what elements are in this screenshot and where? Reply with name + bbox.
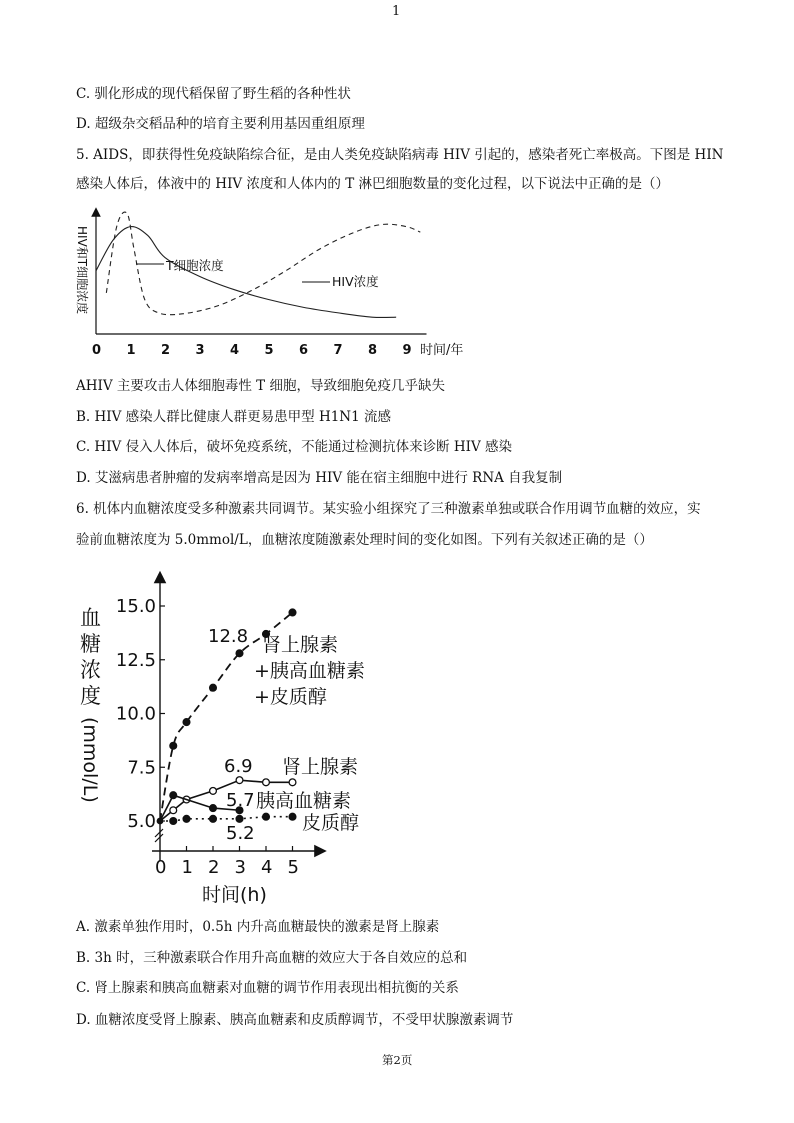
q5-option-c: C. HIV 侵入人体后，破坏免疫系统，不能通过检测抗体来诊断 HIV 感染 (76, 439, 513, 455)
chart1-y-label: HIV和T细胞浓度 (75, 226, 89, 315)
q6-option-a: A. 激素单独作用时，0.5h 内升高血糖最快的激素是肾上腺素 (76, 919, 440, 935)
glucose-chart (76, 565, 406, 910)
chart1-hiv-line (106, 212, 420, 315)
chart1-x-tick: 0 (92, 343, 102, 358)
chart2-origin-point (157, 818, 164, 825)
chart2-annotation-5-7: 5.7 (226, 790, 255, 811)
q4-option-c: C. 驯化形成的现代稻保留了野生稻的各种性状 (76, 86, 351, 102)
chart2-y-tick: 7.5 (127, 757, 156, 779)
q6-stem-line-2: 验前血糖浓度为 5.0mmol/L，血糖浓度随激素处理时间的变化如图。下列有关叙述正确的是（） (76, 532, 653, 548)
q5-option-d: D. 艾滋病患者肿瘤的发病率增高是因为 HIV 能在宿主细胞中进行 RNA 自我复制 (76, 470, 563, 486)
chart2-x-tick: 4 (261, 857, 273, 878)
chart2-legend-combined-3: +皮质醇 (254, 686, 327, 708)
chart2-point (183, 719, 190, 726)
q5-option-b: B. HIV 感染人群比健康人群更易患甲型 H1N1 流感 (76, 409, 391, 425)
chart2-point (170, 818, 177, 825)
chart2-annotation-5-2: 5.2 (226, 823, 255, 844)
chart2-point (263, 779, 270, 786)
chart2-x-tick: 3 (234, 857, 246, 878)
chart2-point (210, 805, 217, 812)
chart2-legend-glucagon: 胰高血糖素 (256, 790, 352, 812)
chart2-y-tick: 15.0 (115, 596, 156, 617)
chart2-point (289, 779, 296, 786)
chart2-x-tick: 1 (181, 857, 193, 878)
chart2-y-label-char: 浓 (80, 658, 101, 682)
chart1-x-tick: 8 (368, 343, 378, 358)
chart2-point (210, 815, 217, 822)
chart2-x-label: 时间(h) (202, 884, 267, 906)
chart2-y-label-char: 度 (80, 684, 101, 708)
chart1-legend-hiv: HIV浓度 (332, 274, 379, 289)
q4-option-d: D. 超级杂交稻品种的培育主要利用基因重组原理 (76, 116, 365, 132)
q5-stem-line-1: 5. AIDS，即获得性免疫缺陷综合征，是由人类免疫缺陷病毒 HIV 引起的，感染者死亡率极高。下图是 HIN (76, 147, 724, 163)
chart2-annotation-6-9: 6.9 (224, 756, 253, 777)
chart2-x-tick: 5 (287, 857, 299, 878)
chart2-point (183, 815, 190, 822)
chart2-x-tick: 0 (155, 857, 167, 878)
chart1-x-tick: 5 (264, 343, 274, 358)
chart2-point (236, 777, 243, 784)
chart1-legend-tcell: T细胞浓度 (166, 258, 224, 273)
page-footer: 第2页 (382, 1053, 413, 1067)
chart1-tcell-line (96, 227, 396, 318)
chart2-y-label-char: 糖 (80, 632, 101, 656)
chart2-point (170, 742, 177, 749)
chart1-x-tick: 6 (299, 343, 309, 358)
q6-option-c: C. 肾上腺素和胰高血糖素对血糖的调节作用表现出相抗衡的关系 (76, 980, 459, 996)
q6-option-b: B. 3h 时，三种激素联合作用升高血糖的效应大于各自效应的总和 (76, 950, 468, 966)
chart2-point (289, 609, 296, 616)
chart2-y-label-char: 血 (80, 606, 101, 630)
chart2-point (236, 815, 243, 822)
chart2-y-label-unit: (mmol/L) (79, 717, 101, 803)
chart2-point (210, 684, 217, 691)
q6-stem-line-1: 6. 机体内血糖浓度受多种激素共同调节。某实验小组探究了三种激素单独或联合作用调节血糖的效应，实 (76, 501, 701, 517)
hiv-tcell-chart (70, 200, 490, 370)
q6-option-d: D. 血糖浓度受肾上腺素、胰高血糖素和皮质醇调节，不受甲状腺激素调节 (76, 1012, 514, 1028)
chart2-y-tick: 12.5 (115, 649, 156, 671)
chart2-point (170, 792, 177, 799)
q5-option-a: AHIV 主要攻击人体细胞毒性 T 细胞，导致细胞免疫几乎缺失 (76, 378, 445, 394)
page-number-top: 1 (392, 4, 401, 19)
chart2-legend-combined-2: +胰高血糖素 (254, 660, 365, 682)
chart2-x-tick: 2 (208, 857, 220, 878)
chart2-point (170, 807, 177, 814)
chart2-point (289, 813, 296, 820)
chart1-x-tick: 9 (402, 343, 412, 358)
chart2-point (236, 650, 243, 657)
chart2-cortisol-line (160, 817, 293, 821)
chart1-x-tick: 2 (161, 343, 171, 358)
chart1-x-tick: 3 (195, 343, 205, 358)
chart2-annotation-12-8: 12.8 (208, 626, 249, 647)
chart2-point (263, 813, 270, 820)
chart2-legend-epinephrine: 肾上腺素 (282, 756, 359, 778)
chart2-y-tick: 10.0 (115, 703, 156, 725)
chart1-x-tick: 1 (126, 343, 136, 358)
chart2-legend-combined-1: 肾上腺素 (262, 634, 339, 656)
chart1-x-label: 时间/年 (420, 343, 464, 358)
chart2-legend-cortisol: 皮质醇 (302, 812, 360, 834)
chart2-point (210, 788, 217, 795)
chart2-y-tick: 5.0 (127, 811, 156, 832)
q5-stem-line-2: 感染人体后，体液中的 HIV 浓度和人体内的 T 淋巴细胞数量的变化过程，以下说法中正确的是（） (76, 176, 670, 192)
chart1-x-tick: 4 (230, 343, 240, 358)
chart1-x-tick: 7 (333, 343, 343, 358)
